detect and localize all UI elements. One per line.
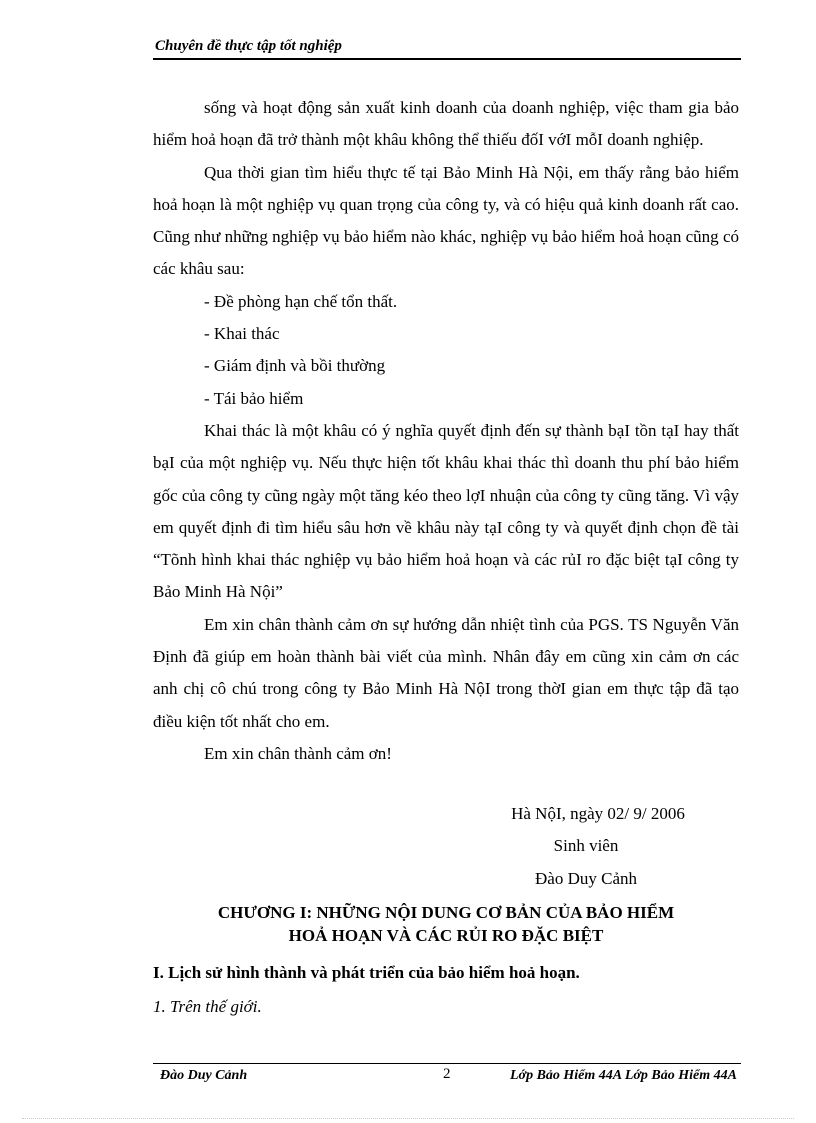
page-number: 2	[443, 1066, 451, 1082]
footer-class-label: Lớp Bảo Hiểm 44A Lớp Bảo Hiểm 44A	[510, 1068, 737, 1083]
section-heading: I. Lịch sử hình thành và phát triển của bảo hiểm hoả hoạn.	[153, 963, 580, 982]
signature-name: Đào Duy Cảnh	[535, 869, 637, 888]
chapter-title	[153, 901, 739, 947]
running-header: Chuyên đề thực tập tốt nghiệp	[155, 38, 342, 54]
paragraph-2: Qua thời gian tìm hiểu thực tế tại Bảo Minh Hà Nội, em thấy rằng bảo hiểm hoả hoạn là một nghiệp vụ quan trọng của công ty, và có hiệu quả kinh doanh rất cao. Cũng như những nghiệp vụ bảo hiểm nào khác, nghiệp vụ bảo hiểm hoả hoạn cũng có các khâu sau:	[153, 162, 739, 279]
chapter-title-line-1: CHƯƠNG I: NHỮNG NỘI DUNG CƠ BẢN CỦA BẢO HIỂM	[217, 903, 675, 922]
footer-author: Đào Duy Cảnh	[160, 1068, 248, 1083]
paragraph-1: sống và hoạt động sản xuất kinh doanh của doanh nghiệp, việc tham gia bảo hiểm hoả hoạn đã trở thành một khâu không thể thiếu đốI vớI mỗI doanh nghiệp.	[153, 98, 739, 150]
body-text	[153, 92, 739, 770]
list-item: - Khai thác	[204, 324, 280, 344]
list-item: - Đề phòng hạn chế tổn thất.	[204, 291, 398, 311]
paragraph-4: Em xin chân thành cảm ơn sự hướng dẫn nhiệt tình của PGS. TS Nguyễn Văn Định đã giúp em hoàn thành bài viết của mình. Nhân đây em cũng xin cảm ơn các anh chị cô chú trong công ty Bảo Minh Hà NộI trong thờI gian em thực tập đã tạo điều kiện tốt nhất cho em.	[153, 614, 739, 731]
chapter-title-line-2: HOẢ HOẠN VÀ CÁC RỦI RO ĐẶC BIỆT	[288, 926, 604, 945]
paragraph-5: Em xin chân thành cảm ơn!	[204, 743, 392, 763]
signature-date: Hà NộI, ngày 02/ 9/ 2006	[511, 804, 685, 823]
page-edge-line	[22, 1118, 794, 1119]
header-rule	[153, 58, 741, 60]
signature-role: Sinh viên	[553, 836, 619, 855]
subsection-heading: 1. Trên thế giới.	[153, 997, 262, 1016]
paragraph-3: Khai thác là một khâu có ý nghĩa quyết định đến sự thành bạI tồn tạI hay thất bạI của một nghiệp vụ. Nếu thực hiện tốt khâu khai thác thì doanh thu phí bảo hiểm gốc của công ty cũng ngày một tăng kéo theo lợI nhuận của công ty cũng tăng. Vì vậy em quyết định đi tìm hiểu sâu hơn về khâu này tạI công ty và quyết định chọn đề tài “Tõnh hình khai thác nghiệp vụ bảo hiểm hoả hoạn và các rủI ro đặc biệt tạI công ty Bảo Minh Hà Nội”	[153, 420, 739, 602]
footer-rule	[153, 1063, 741, 1064]
list-item: - Tái bảo hiểm	[204, 388, 304, 408]
list-item: - Giám định và bồi thường	[204, 356, 386, 376]
